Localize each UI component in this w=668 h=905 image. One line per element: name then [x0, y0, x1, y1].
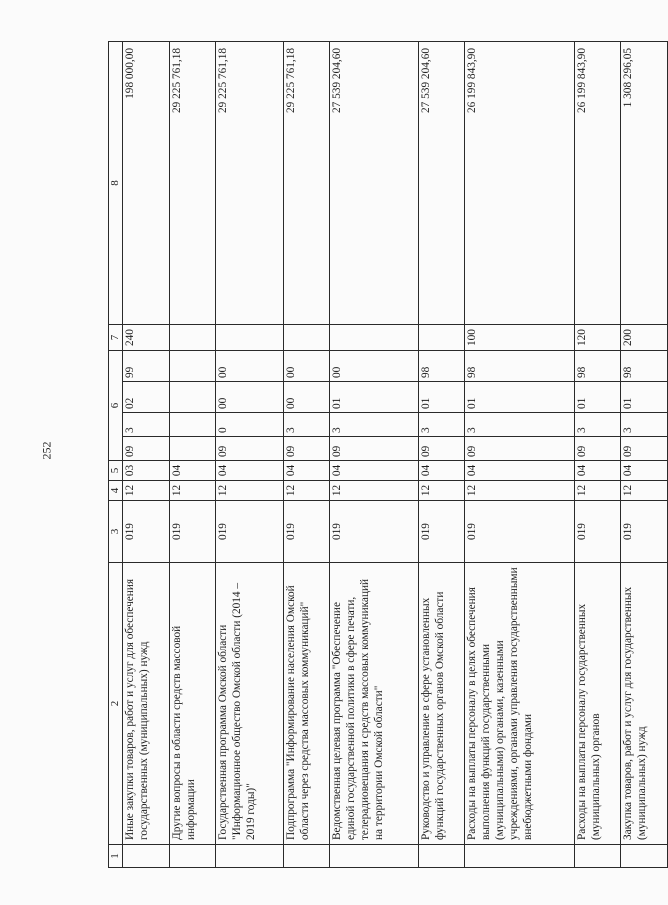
target-article-cell — [169, 413, 216, 437]
header-cell: 4 — [109, 481, 123, 501]
code-cell: 019 — [123, 501, 170, 563]
target-article-cell: 01 — [330, 382, 418, 413]
section-cell: 12 — [418, 481, 465, 501]
subsection-cell: 04 — [330, 461, 418, 481]
subsection-cell: 04 — [418, 461, 465, 481]
table-row — [465, 42, 574, 868]
expense-type-cell — [418, 325, 465, 351]
target-article-cell: 09 — [574, 437, 621, 461]
target-article-cell: 02 — [123, 382, 170, 413]
amount-cell: 27 539 204,60 — [330, 42, 418, 325]
section-cell: 12 — [574, 481, 621, 501]
expense-type-cell: 100 — [465, 325, 574, 351]
row-number-cell — [621, 845, 668, 868]
amount-cell: 198 000,00 — [123, 42, 170, 325]
header-cell: 2 — [109, 563, 123, 845]
table-row — [621, 42, 668, 868]
row-name-cell: Закупка товаров, работ и услуг для государственных (муниципальных) нужд — [621, 563, 668, 845]
code-cell: 019 — [574, 501, 621, 563]
section-cell: 12 — [621, 481, 668, 501]
page-number: 252 — [39, 441, 54, 460]
target-article-cell: 00 — [216, 351, 284, 382]
subsection-cell: 04 — [169, 461, 216, 481]
target-article-cell — [169, 351, 216, 382]
row-number-cell — [283, 845, 330, 868]
header-cell: 8 — [109, 42, 123, 325]
target-article-cell: 98 — [465, 351, 574, 382]
target-article-cell: 99 — [123, 351, 170, 382]
target-article-cell: 98 — [574, 351, 621, 382]
row-number-cell — [418, 845, 465, 868]
expense-type-cell — [330, 325, 418, 351]
target-article-cell: 3 — [621, 413, 668, 437]
amount-cell: 26 199 843,90 — [574, 42, 621, 325]
section-cell: 12 — [216, 481, 284, 501]
expense-type-cell: 120 — [574, 325, 621, 351]
code-cell: 019 — [169, 501, 216, 563]
subsection-cell: 04 — [283, 461, 330, 481]
target-article-cell: 3 — [330, 413, 418, 437]
row-number-cell — [574, 845, 621, 868]
table-row — [123, 42, 170, 868]
subsection-cell: 03 — [123, 461, 170, 481]
expense-type-cell: 200 — [621, 325, 668, 351]
row-number-cell — [330, 845, 418, 868]
target-article-cell: 09 — [123, 437, 170, 461]
expense-type-cell — [216, 325, 284, 351]
code-cell: 019 — [283, 501, 330, 563]
target-article-cell: 98 — [621, 351, 668, 382]
target-article-cell: 0 — [216, 413, 284, 437]
amount-cell: 29 225 761,18 — [283, 42, 330, 325]
row-name-cell: Руководство и управление в сфере установленных функций государственных органов Омской области — [418, 563, 465, 845]
target-article-cell — [169, 437, 216, 461]
header-row — [109, 42, 123, 868]
table-row — [216, 42, 284, 868]
target-article-cell: 01 — [621, 382, 668, 413]
row-number-cell — [169, 845, 216, 868]
code-cell: 019 — [418, 501, 465, 563]
subsection-cell: 04 — [216, 461, 284, 481]
target-article-cell: 00 — [216, 382, 284, 413]
rotated-page-content — [108, 42, 668, 868]
target-article-cell: 09 — [418, 437, 465, 461]
amount-cell: 26 199 843,90 — [465, 42, 574, 325]
expense-type-cell — [283, 325, 330, 351]
expense-type-cell — [169, 325, 216, 351]
subsection-cell: 04 — [574, 461, 621, 481]
target-article-cell: 3 — [465, 413, 574, 437]
row-name-cell: Подпрограмма "Информирование населения Омской области через средства массовых коммуникаций" — [283, 563, 330, 845]
section-cell: 12 — [330, 481, 418, 501]
header-cell: 1 — [109, 845, 123, 868]
target-article-cell: 3 — [123, 413, 170, 437]
target-article-cell: 01 — [465, 382, 574, 413]
target-article-cell: 00 — [330, 351, 418, 382]
table-row — [169, 42, 216, 868]
code-cell: 019 — [330, 501, 418, 563]
target-article-cell: 09 — [465, 437, 574, 461]
target-article-cell: 09 — [621, 437, 668, 461]
row-number-cell — [216, 845, 284, 868]
target-article-cell: 09 — [283, 437, 330, 461]
target-article-cell: 3 — [283, 413, 330, 437]
subsection-cell: 04 — [621, 461, 668, 481]
code-cell: 019 — [465, 501, 574, 563]
amount-cell: 29 225 761,18 — [216, 42, 284, 325]
row-name-cell: Ведомственная целевая программа "Обеспечение единой государственной политики в сфере печати, телерадиовещания и средств массовых коммуникаций на территории Омской области" — [330, 563, 418, 845]
target-article-cell: 00 — [283, 382, 330, 413]
target-article-cell: 01 — [574, 382, 621, 413]
amount-cell: 1 308 296,05 — [621, 42, 668, 325]
subsection-cell: 04 — [465, 461, 574, 481]
table-row — [418, 42, 465, 868]
target-article-cell: 09 — [330, 437, 418, 461]
target-article-cell: 00 — [283, 351, 330, 382]
target-article-cell: 3 — [574, 413, 621, 437]
target-article-cell: 98 — [418, 351, 465, 382]
header-cell: 7 — [109, 325, 123, 351]
table-row — [330, 42, 418, 868]
target-article-cell: 3 — [418, 413, 465, 437]
section-cell: 12 — [465, 481, 574, 501]
code-cell: 019 — [621, 501, 668, 563]
row-name-cell: Расходы на выплаты персоналу государственных (муниципальных) органов — [574, 563, 621, 845]
row-name-cell: Иные закупки товаров, работ и услуг для обеспечения государственных (муниципальных) нужд — [123, 563, 170, 845]
table-row — [574, 42, 621, 868]
expense-type-cell: 240 — [123, 325, 170, 351]
header-cell: 5 — [109, 461, 123, 481]
header-cell: 6 — [109, 351, 123, 461]
budget-table — [108, 41, 668, 868]
amount-cell: 29 225 761,18 — [169, 42, 216, 325]
target-article-cell: 09 — [216, 437, 284, 461]
table-row — [283, 42, 330, 868]
amount-cell: 27 539 204,60 — [418, 42, 465, 325]
row-name-cell: Другие вопросы в области средств массовой информации — [169, 563, 216, 845]
section-cell: 12 — [283, 481, 330, 501]
row-name-cell: Государственная программа Омской области "Информационное общество Омской области (2014 – 2019 годы)" — [216, 563, 284, 845]
section-cell: 12 — [169, 481, 216, 501]
target-article-cell: 01 — [418, 382, 465, 413]
code-cell: 019 — [216, 501, 284, 563]
header-cell: 3 — [109, 501, 123, 563]
row-number-cell — [465, 845, 574, 868]
row-number-cell — [123, 845, 170, 868]
section-cell: 12 — [123, 481, 170, 501]
target-article-cell — [169, 382, 216, 413]
row-name-cell: Расходы на выплаты персоналу в целях обеспечения выполнения функций государственными (муниципальными) органами, казенными учреждениями, органами управления государственными внебюджетными фондами — [465, 563, 574, 845]
